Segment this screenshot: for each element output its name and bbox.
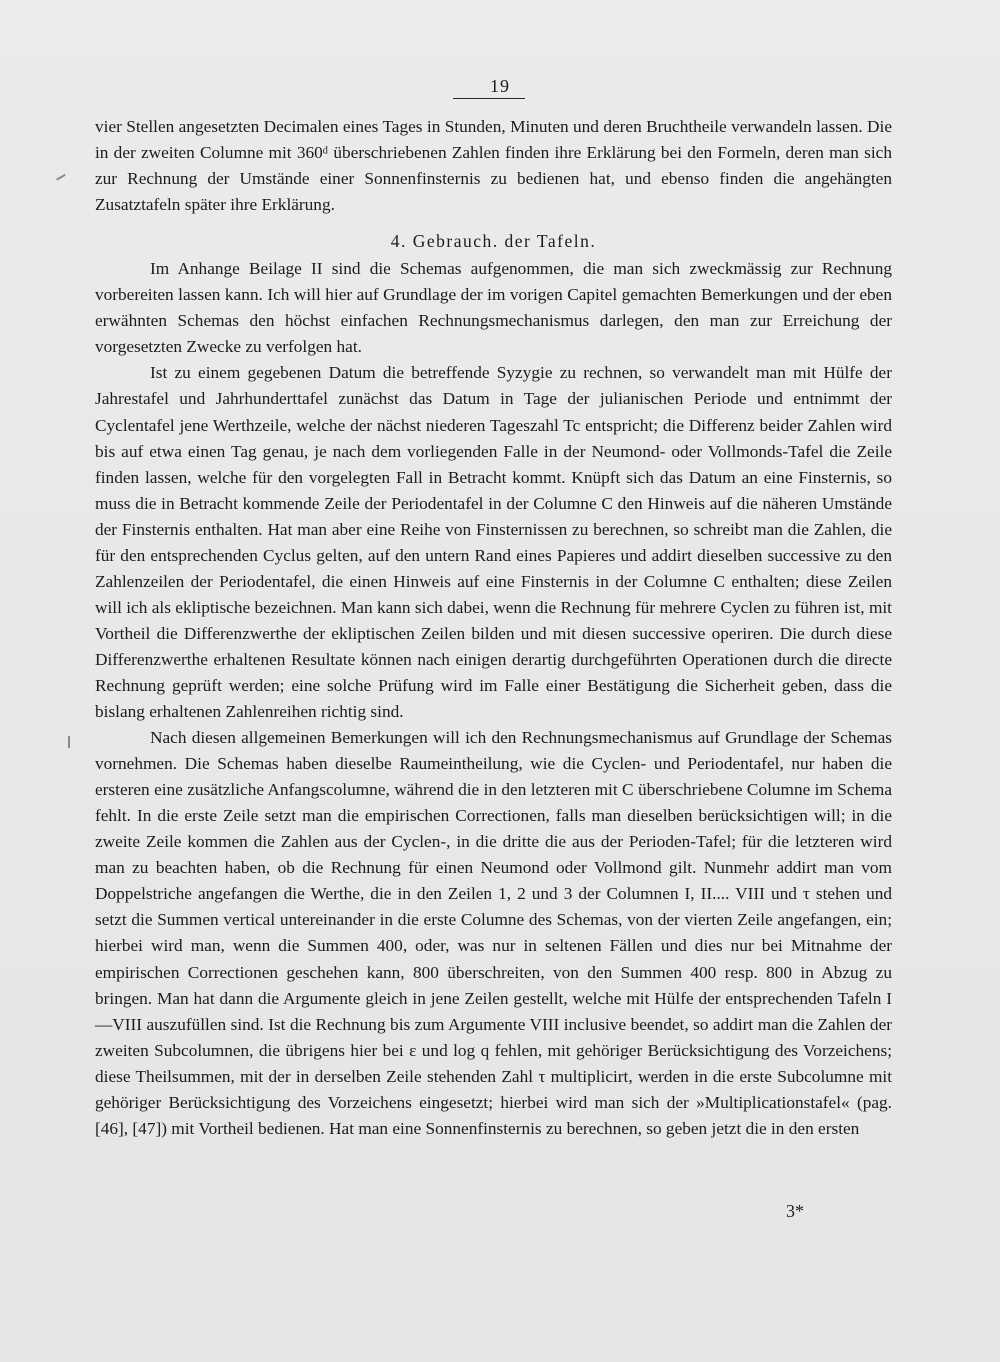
paragraph: Nach diesen allgemeinen Bemerkungen will ich den Rechnungsmechanismus auf Grundlage der Schemas vornehmen. Die Schemas haben dieselbe Raumeintheilung, wie die Cyclen- und Periodentafel, nur haben die ersteren eine zusätzliche Anfangscolumne, während die in den letzteren mit C überschriebene Columne im Schema fehlt. In die erste Zeile setzt man die empirischen Correctionen, falls man dieselben berücksichtigen will; in die zweite Zeile kommen die Zahlen aus der Cyclen-, in die dritte die aus der Perioden-Tafel; für die letzteren wird man zu beachten haben, ob die Rechnung für einen Neumond oder Vollmond gilt. Nunmehr addirt man vom Doppelstriche angefangen die Werthe, die in den Zeilen 1, 2 und 3 der Columnen I, II.... VIII und τ stehen und setzt die Summen vertical untereinander in die erste Columne des Schemas, von der vierten Zeile angefangen, ein; hierbei wird man, wenn die Summen 400, oder, was nur in seltenen Fällen und dies nur bei Mitnahme der empirischen Correctionen geschehen kann, 800 überschreiten, von den Summen 400 resp. 800 in Abzug zu bringen. Man hat dann die Argumente gleich in jene Zeilen gestellt, welche mit Hülfe der entsprechenden Tafeln I—VIII auszufüllen sind. Ist die Rechnung bis zum Argumente VIII inclusive beendet, so addirt man die Zahlen der zweiten Subcolumnen, die übrigens hier bei ε und log q fehlen, mit gehöriger Berücksichtigung des Vorzeichens; diese Theilsummen, mit der in derselben Zeile stehenden Zahl τ multiplicirt, werden in die erste Subcolumne mit gehöriger Berücksichtigung des Vorzeichens eingesetzt; hierbei wird man sich der »Multiplicationstafel« (pag. [46], [47]) mit Vortheil bedienen. Hat man eine Sonnenfinsternis zu berechnen, so geben jetzt die in den ersten xyxy=(95,728,892,1138)
margin-mark xyxy=(68,736,70,748)
margin-mark xyxy=(56,174,65,180)
paragraph: Im Anhange Beilage II sind die Schemas aufgenommen, die man sich zweckmässig zur Rechnung vorbereiten lassen kann. Ich will hier auf Grundlage der im vorigen Capitel gemachten Bemerkungen und der eben erwähnten Schemas den höchst einfachen Rechnungsmechanismus darlegen, den man zur Erreichung der vorgesetzten Zwecke zu verfolgen hat. xyxy=(95,259,892,357)
page-number-rule xyxy=(453,98,525,99)
paragraph: Ist zu einem gegebenen Datum die betreffende Syzygie zu rechnen, so verwandelt man mit Hülfe der Jahrestafel und Jahrhunderttafel zunächst das Datum in Tage der julianischen Periode und entnimmt der Cyclentafel jene Werthzeile, welche der nächst niederen Tageszahl Tc entspricht; die Differenz beider Zahlen wird bis auf etwa einen Tag genau, je nach dem vorliegenden Falle in der Neumond- oder Vollmonds-Tafel die Zeile finden lassen, welche für den vorgelegten Fall in Betracht kommt. Knüpft sich das Datum an eine Finsternis, so muss die in Betracht kommende Zeile der Periodentafel in der Columne C den Hinweis auf die näheren Umstände der Finsternis enthalten. Hat man aber eine Reihe von Finsternissen zu berechnen, so schreibt man die Zahlen, die für den entsprechenden Cyclus gelten, auf den untern Rand eines Papieres und addirt dieselben successive zu den Zahlenzeilen der Periodentafel, die einen Hinweis auf eine Finsternis in der Columne C enthalten; diese Zeilen will ich als ekliptische bezeichnen. Man kann sich dabei, wenn die Rechnung für mehrere Cyclen zu führen ist, mit Vortheil die Differenzwerthe der ekliptischen Zeilen bilden und mit diesen successive operiren. Die durch diese Differenzwerthe erhaltenen Resultate können nach einigen derartig durchgeführten Operationen durch die directe Rechnung geprüft werden; eine solche Prüfung wird im Falle einer Bestätigung die Sicherheit geben, dass die bislang erhaltenen Zahlenreihen richtig sind. xyxy=(95,363,892,722)
page-number: 19 xyxy=(490,76,510,96)
body-text xyxy=(95,114,892,1142)
signature-mark: 3* xyxy=(786,1201,804,1221)
paragraph-continuation: vier Stellen angesetzten Decimalen eines Tages in Stunden, Minuten und deren Bruchtheile verwandeln lassen. Die in der zweiten Columne mit 360ᵈ überschriebenen Zahlen finden ihre Erklärung bei den Formeln, deren man sich zur Rechnung der Umstände einer Sonnenfinsternis zu bedienen hat, und ebenso finden die angehängten Zusatztafeln später ihre Erklärung. xyxy=(95,117,892,215)
section-heading: 4. Gebrauch. der Tafeln. xyxy=(390,231,597,252)
